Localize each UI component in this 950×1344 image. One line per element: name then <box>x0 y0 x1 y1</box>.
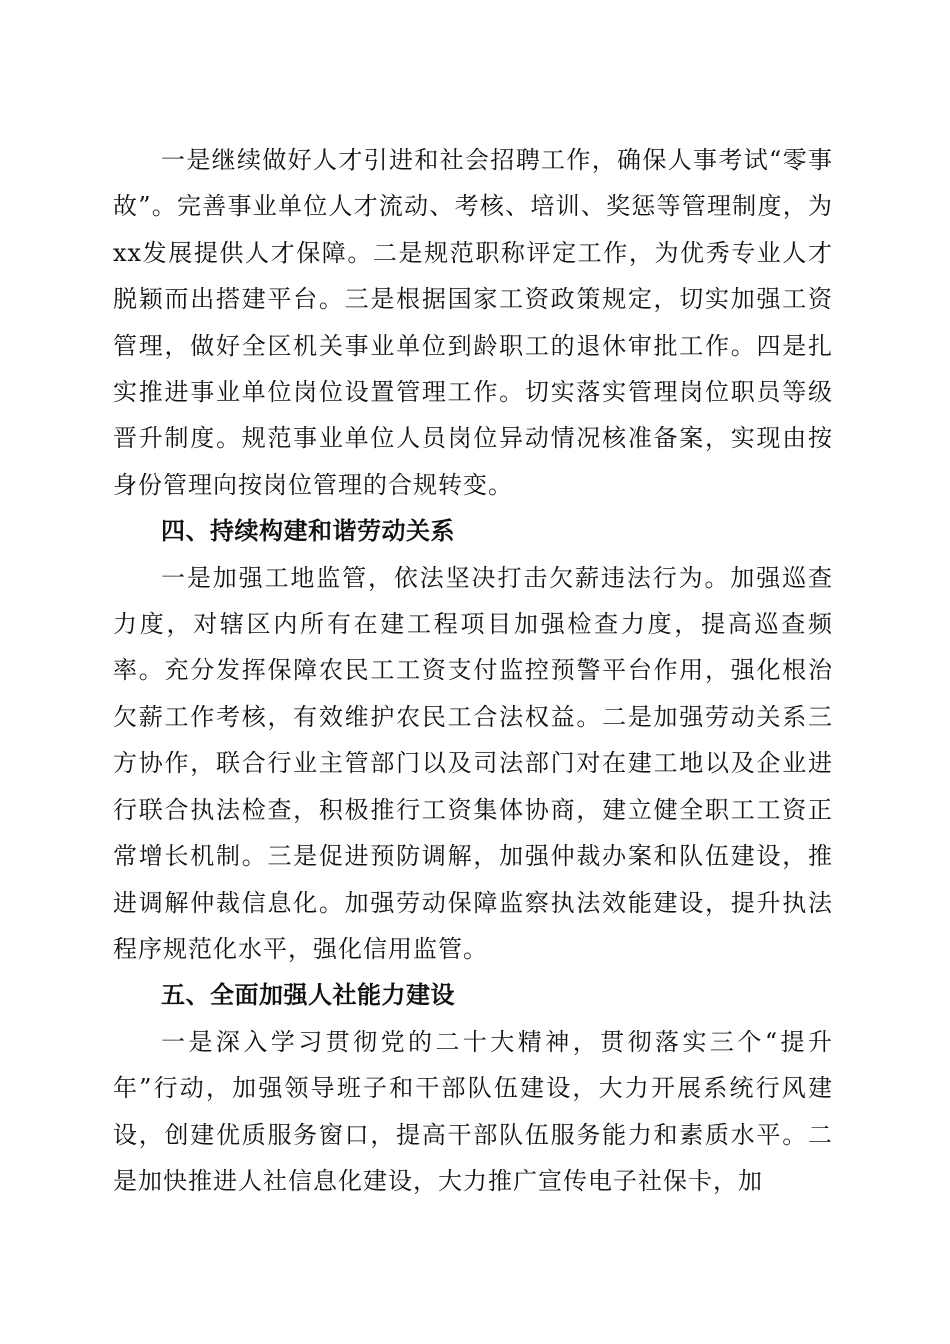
section-5-heading: 五、全面加强人社能力建设 <box>161 981 455 1010</box>
document-body <box>113 137 833 1204</box>
section-3-paragraph: 一是继续做好人才引进和社会招聘工作，确保人事考试“零事故”。完善事业单位人才流动、考核、培训、奖惩等管理制度，为xx发展提供人才保障。二是规范职称评定工作，为优秀专业人才脱颖而出搭建平台。三是根据国家工资政策规定，切实加强工资管理，做好全区机关事业单位到龄职工的退休审批工作。四是扎实推进事业单位岗位设置管理工作。切实落实管理岗位职员等级晋升制度。规范事业单位人员岗位异动情况核准备案，实现由按身份管理向按岗位管理的合规转变。 <box>113 146 833 499</box>
section-4-paragraph: 一是加强工地监管，依法坚决打击欠薪违法行为。加强巡查力度，对辖区内所有在建工程项目加强检查力度，提高巡查频率。充分发挥保障农民工工资支付监控预警平台作用，强化根治欠薪工作考核，有效维护农民工合法权益。二是加强劳动关系三方协作，联合行业主管部门以及司法部门对在建工地以及企业进行联合执法检查，积极推行工资集体协商，建立健全职工工资正常增长机制。三是促进预防调解，加强仲裁办案和队伍建设，推进调解仲裁信息化。加强劳动保障监察执法效能建设，提升执法程序规范化水平，强化信用监管。 <box>113 563 833 963</box>
section-5-paragraph: 一是深入学习贯彻党的二十大精神，贯彻落实三个“提升年”行动，加强领导班子和干部队伍建设，大力开展系统行风建设，创建优质服务窗口，提高干部队伍服务能力和素质水平。二是加快推进人社信息化建设，大力推广宣传电子社保卡，加 <box>113 1027 833 1195</box>
section-4-heading: 四、持续构建和谐劳动关系 <box>161 517 455 546</box>
